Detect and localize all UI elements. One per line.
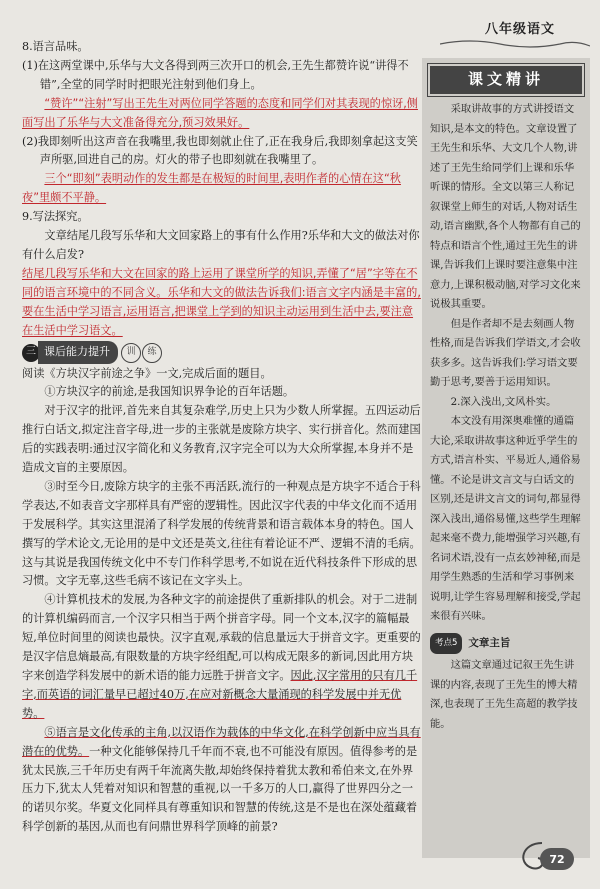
question-8-part1-answer: “赞许”“注射”写出王先生对两位同学答题的态度和同学们对其表现的惊讶,侧面写出了乐华与大文准备得充分,预习效果好。	[22, 96, 418, 129]
sidebar-title: 课文精讲	[428, 64, 584, 96]
point-title: 文章主旨	[468, 636, 511, 649]
reading-para-5-underline: ⑤语言是文化传承的主角,以汉语作为载体的中华文化,在科学创新中应当具有潜在的优势。	[22, 725, 421, 758]
section-number-badge: 三	[22, 344, 40, 362]
sidebar-para-1: 采取讲故事的方式讲授语文知识,是本文的特色。文章设置了王先生和乐华、大文几个人物,讲述了王先生给同学们上课和乐华听课的情形。全文以第三人称记叙课堂上师生的对话,人物对话生动,语言幽默,各个人物都有自己的特点和语言个性,通过王先生的讲课,告诉我们上课时要注意集中注意力,上课积极动脑,对学习文化来说极其重要。	[430, 103, 581, 310]
reading-para-4-underline: 因此,汉字常用的只有几千字,而英语的词汇量早已超过40万,在应对新概念大量涌现的科学发展中并无优势。	[22, 669, 418, 720]
sidebar-body	[422, 100, 590, 734]
sidebar-explanation	[422, 58, 590, 858]
question-9-text: 文章结尾几段写乐华和大文回家路上的事有什么作用?乐华和大文的做法对你有什么启发?	[22, 229, 420, 261]
question-8-part2-answer: 三个“即刻”表明动作的发生都是在极短的时间里,表明作者的心情在这“秋夜”里颇不平静。	[22, 172, 401, 205]
question-9-answer: 结尾几段写乐华和大文在回家的路上运用了课堂所学的知识,弄懂了“居”字等在不同的语言环境中的不同含义。乐华和大文的做法告诉我们:语言文字内涵是丰富的,要在生活中学习语言,运用语言,把课堂上学到的知识主动运用到生活中去,要注意在生活中学习语文。	[22, 266, 421, 337]
question-9-title: 9.写法探究。	[22, 210, 89, 224]
reading-para-3: ③时至今日,废除方块字的主张不再活跃,流行的一种观点是方块字不适合于科学表达,不如表音文字那样具有严密的逻辑性。因此汉字代表的中华文化而不适用于发展科学。其实这里混淆了科学发展的传统背景和语言载体本身的特色。国人撰写的学术论文,无论用的是中文还是英文,往往有着论证不严、逻辑不清的毛病。这与其说是我国传统文化中不专门作科学思考,不如说在近代科技条件下形成的思习惯。文字无辜,这些毛病不该记在文字头上。	[22, 479, 421, 588]
point-tag: 考点5	[430, 633, 462, 655]
sidebar-point-label	[430, 633, 584, 655]
question-8-part2: (2)我即刻听出这声音在我嘴里,我也即刻就止住了,正在我身后,我即刻拿起这支笑声所驱,回进自己的房。灯火的带子也即刻就在我嘴里了。	[22, 134, 418, 167]
page-number: 72	[540, 848, 574, 870]
reading-para-5-text: 一种文化能够保持几千年而不衰,也不可能没有原因。值得参考的是犹太民族,三千年历史有两千年流离失散,却始终保持着犹太教和希伯来文,在外界压力下,犹太人凭着对知识和智慧的重视,以一千多万的人口,赢得了世界四分之一的诺贝尔奖。华夏文化同样具有尊重知识和智慧的传统,这是不是也在深处蕴藏着科学创新的基因,从而也有问鼎世界科学顶峰的前景?	[22, 744, 418, 834]
question-8-part1: (1)在这两堂课中,乐华与大文各得到两三次开口的机会,王先生都赞许说“讲得不错”,全堂的同学时时把眼光注射到他们身上。	[22, 58, 409, 91]
sidebar-para-3: 2.深入浅出,文风朴实。	[450, 395, 557, 408]
reading-para-4	[22, 591, 422, 723]
sidebar-para-2: 但是作者却不是去刻画人物性格,而是告诉我们学语文,才会收获多多。这告诉我们:学习语文要勤于思考,要善于运用知识。	[430, 317, 581, 388]
page-header-label: 八年级语文	[484, 22, 555, 37]
reading-para-2: 对于汉字的批评,首先来自其复杂难学,历史上只为少数人所掌握。五四运动后推行白话文,拟定注音字母,进一步的主张就是废除方块字、实行拼音化。然而建国后的实践表明:通过汉字简化和义务教育,汉字完全可以为大众所掌握,本身并不是造成文盲的主要原因。	[22, 404, 421, 475]
section-stamp-2: 练	[142, 343, 162, 363]
reading-para-1: ①方块汉字的前途,是我国知识界争论的百年话题。	[44, 385, 295, 399]
section-banner	[22, 343, 422, 363]
header-swirl-decoration	[440, 36, 590, 52]
main-column	[22, 38, 422, 837]
question-8-title: 8.语言品味。	[22, 40, 89, 53]
section-title: 课后能力提升	[38, 341, 118, 364]
sidebar-para-4: 本文没有用深奥难懂的通篇大论,采取讲故事这种近乎学生的方式,语言朴实、平易近人,通俗易懂。不论是讲文言文与白话文的区别,还是讲文言文的词句,都显得深入浅出,通俗易懂,这些学生理解起来毫不费力,能增强学习兴趣,有名词术语,没有一点玄妙神秘,而是用学生熟悉的生活和学习事例来说明,让学生容易理解和接受,学起来很有兴味。	[430, 415, 581, 622]
sidebar-para-5: 这篇文章通过记叙王先生讲课的内容,表现了王先生的博大精深,也表现了王先生高超的教学技能。	[430, 659, 578, 730]
reading-intro: 阅读《方块汉字前途之争》一文,完成后面的题目。	[22, 366, 272, 380]
reading-para-4-text: ④计算机技术的发展,为各种文字的前途提供了重新排队的机会。对于二进制的计算机编码而言,一个汉字只相当于两个拼音字母。同一个文本,汉字的篇幅最短,单位时间里的阅读也最快。汉字直观,承载的信息量远大于拼音文字。更重要的是汉字信息熵最高,有限数量的方块字经组配,可以构成无限多的新词,因此用方块字来创造学科发展中的新术语的能力远胜于拼音文字。	[22, 593, 421, 682]
section-stamp-1: 训	[121, 343, 141, 363]
reading-para-5	[22, 724, 422, 837]
